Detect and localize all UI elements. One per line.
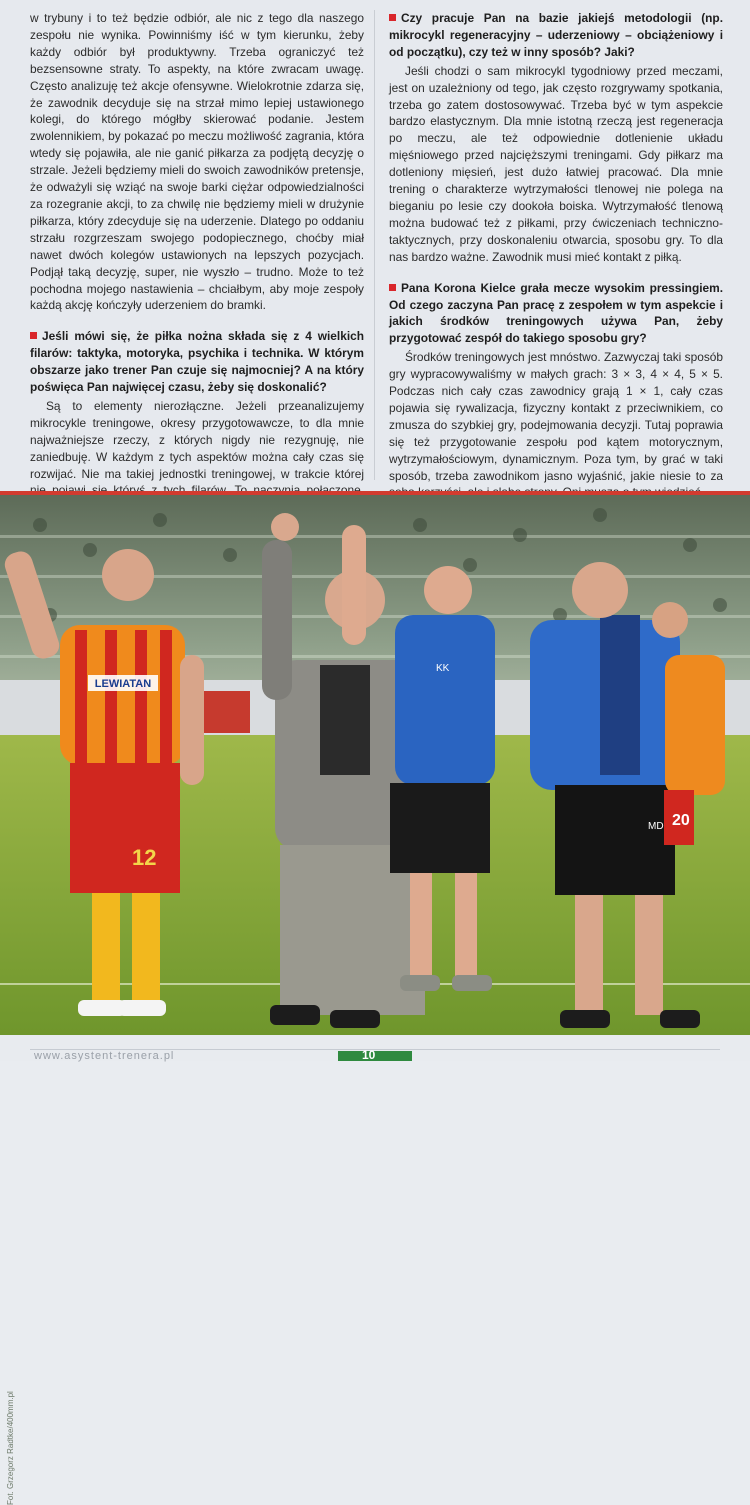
bullet-square-icon [389, 14, 396, 21]
initials-label: KK [436, 663, 450, 674]
right-column [389, 10, 723, 501]
interview-question [389, 10, 723, 61]
column-divider [374, 10, 375, 480]
article-text-area [0, 0, 750, 492]
shirt-number: 12 [132, 845, 157, 870]
page-number: 10 [362, 1048, 376, 1062]
left-column [30, 10, 364, 516]
paragraph: w trybuny i to też będzie odbiór, ale nic z tego dla naszego zespołu nie wynika. Powinniśmy iść w tym kierunku, żeby każdy odbiór był produktywny. Trzeba ograniczyć też bezsensowne straty. To aspekty, na które zwracam uwagę. Często analizuję też akcje ofensywne. Wielokrotnie zdarza się, że zawodnik decyduje się na strzał mimo lepiej ustawionego kolegi, do którego mógłby skierować podanie. Jestem zwolennikiem, by pokazać po meczu możliwość zagrania, która wtedy się pojawiła, ale nie ganić piłkarza za podjętą decyzję o strzale. Jeżeli będziemy mieli do swoich zawodników pretensje, że odważyli się wziąć na swoje barki ciężar odpowiedzialności za rozegranie akcji, to za chwilę nie będziemy mieli w drużynie piłkarza, który zdecyduje się na uderzenie. Dlatego po oddaniu strzału rozgrzeszam swojego podopiecznego, choćby miał nawet dwóch kolegów ustawionych na lepszych pozycjach. Podjął taką decyzję, super, nie wyszło – trudno. Może to też pochodna mojego nastawienia – chciałbym, aby moje zespoły każdą akcję kończyły uderzeniem do bramki. [30, 11, 364, 313]
question-text: Pana Korona Kielce grała mecze wysokim pressingiem. Od czego zaczyna Pan pracę z zespołem w tym aspekcie i jakich środków treningowych używa Pan, żeby przygotować zespół do takiego sposobu gry? [389, 280, 723, 346]
photo-credit: Fot. Grzegorz Radtke/400mm.pl [6, 1391, 15, 1505]
paragraph: Jeśli chodzi o sam mikrocykl tygodniowy przed meczami, jest on uzależniony od tego, jak często rozgrywamy spotkania, trzeba go zatem dostosowywać. Trzeba być w tym aspekcie bardzo elastycznym. Dla mnie istotną rzeczą jest regeneracja po meczu, ale też odpowiednie dotlenienie układu mięśniowego przed najcięższymi treningami. Gdy piłkarz ma dotleniony mięsień, jest dużo łatwiej pracować. Dla mnie trening o charakterze wytrzymałości tlenowej nie polega na bieganiu po lesie czy dookoła boiska. Wytrzymałość tlenową można budować też z piłkami, przy ćwiczeniach techniczno-taktycznych, przy doskonaleniu otwarcia, sposobu gry. To dla nas bardzo ważne. Zawodnik musi mieć kontakt z piłką. [389, 63, 723, 264]
sponsor-label: LEWIATAN [94, 678, 152, 690]
interview-question [30, 328, 364, 396]
page-footer [0, 1035, 750, 1061]
bullet-square-icon [389, 284, 396, 291]
paragraph: Środków treningowych jest mnóstwo. Zazwyczaj taki sposób gry wypracowywaliśmy w małych grach: 3 × 3, 4 × 4, 5 × 5. Podczas nich cały czas zawodnicy grają 1 × 1, cały czas pojawia się rywalizacja, fizyczny kontakt z przeciwnikiem, co zmusza do szybkiej gry, podejmowania decyzji. Tutaj poprawia się też przygotowanie zespołu pod kątem motorycznym, wytrzymałościowym, dynamicznym. Poza tym, by grać w taki sposób, trzeba zawodnikom jasno wyjaśnić, jakie niesie to za [389, 350, 723, 483]
paragraph: Są to elementy nierozłączne. Jeżeli przeanalizujemy mikrocykle treningowe, okresy przygotowawcze, to dla mnie najważniejsze rzeczy, z których nigdy nie rezygnuję, nie zaniedbuję. W każdym z tych aspektów można cały czas się rozwijać. Nie ma takiej jednostki treningowej, w trakcie której [30, 398, 364, 481]
interview-question [389, 280, 723, 348]
shirt-number: 20 [672, 812, 690, 829]
question-text: Jeśli mówi się, że piłka nożna składa się z 4 wielkich filarów: taktyka, motoryka, psychika i technika. W którym obszarze jako trener Pan czuje się najmocniej? A na który poświęca Pan najwięcej czasu, żeby się doskonalić? [30, 329, 364, 395]
question-text: Czy pracuje Pan na bazie jakiejś metodologii (np. mikrocykl regeneracyjny – uderzeniowy – obciążeniowy i od początku), czy też w inny sposób? Jaki? [389, 11, 723, 59]
initials-label: MD [648, 821, 664, 832]
footer-url: www.asystent-trenera.pl [34, 1050, 175, 1062]
bullet-square-icon [30, 332, 37, 339]
